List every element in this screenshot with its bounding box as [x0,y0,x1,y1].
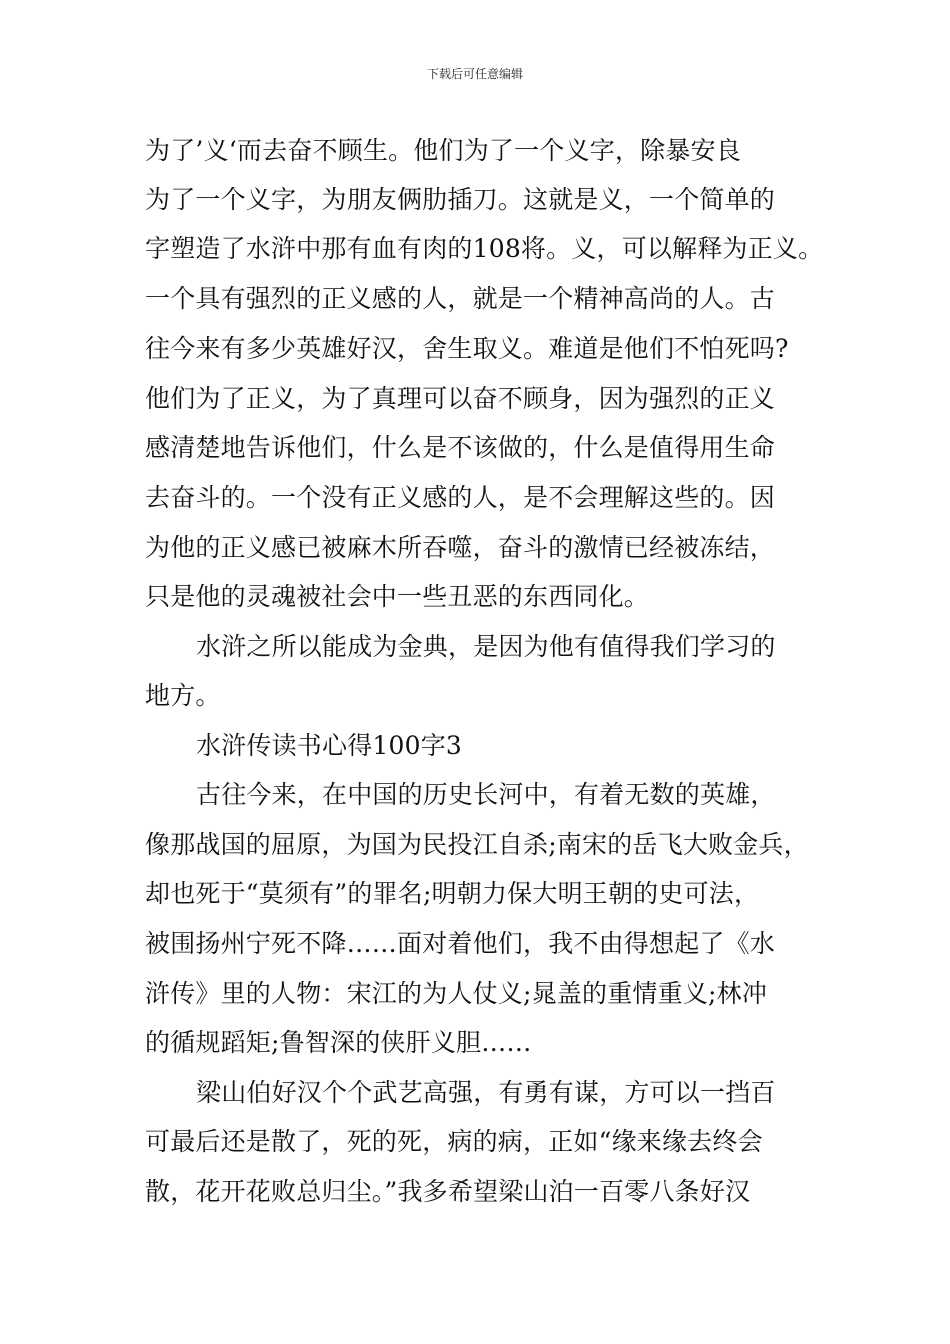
text-line: 像那战国的屈原，为国为民投江自杀;南宋的岳飞大败金兵， [145,830,809,859]
text-line: 水浒之所以能成为金典，是因为他有值得我们学习的 [196,632,776,661]
text-line: 散，花开花败总归尘。”我多希望梁山泊一百零八条好汉 [145,1177,751,1206]
text-line: 却也死于“莫须有”的罪名;明朝力保大明王朝的史可法， [145,879,760,908]
text-line: 古往今来，在中国的历史长河中，有着无数的英雄， [196,780,776,809]
text-line: 感清楚地告诉他们，什么是不该做的，什么是值得用生命 [145,433,776,462]
text-line: 只是他的灵魂被社会中一些丑恶的东西同化。 [145,582,650,611]
text-line: 为了’义‘而去奋不顾生。他们为了一个义字，除暴安良 [145,136,741,165]
text-line: 为他的正义感已被麻木所吞噬，奋斗的激情已经被冻结， [145,533,776,562]
page-header: 下载后可任意编辑 [426,67,523,81]
text-line: 梁山伯好汉个个武艺高强，有勇有谋，方可以一挡百 [196,1078,776,1107]
text-line: 字塑造了水浒中那有血有肉的108将。义，可以解释为正义。 [145,234,824,263]
text-line: 浒传》里的人物：宋江的为人仗义;晁盖的重情重义;林冲 [145,979,768,1008]
text-line: 被围扬州宁死不降……面对着他们，我不由得想起了《水 [145,929,776,958]
text-line: 往今来有多少英雄好汉，舍生取义。难道是他们不怕死吗? [145,334,789,363]
text-line: 去奋斗的。一个没有正义感的人，是不会理解这些的。因 [145,483,776,512]
text-line: 为了一个义字，为朋友俩肋插刀。这就是义，一个简单的 [145,185,776,214]
section-heading: 水浒传读书心得100字3 [196,731,463,760]
text-line: 地方。 [145,681,221,710]
text-line: 可最后还是散了，死的死，病的病，正如“缘来缘去终会 [145,1127,763,1156]
text-line: 他们为了正义，为了真理可以奋不顾身，因为强烈的正义 [145,384,776,413]
text-line: 一个具有强烈的正义感的人，就是一个精神高尚的人。古 [145,284,776,313]
text-line: 的循规蹈矩;鲁智深的侠肝义胆…… [145,1028,532,1057]
